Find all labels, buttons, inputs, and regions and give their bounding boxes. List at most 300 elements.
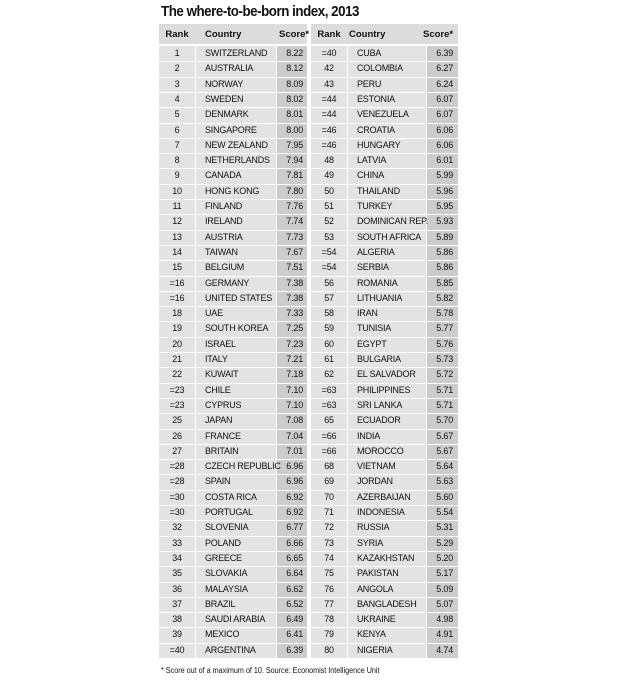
table-row <box>311 627 458 642</box>
country-cell: LITHUANIA <box>357 292 403 303</box>
country-cell: HONG KONG <box>205 185 260 196</box>
rank-cell: 60 <box>324 338 334 349</box>
table-row <box>311 276 458 291</box>
table-row <box>159 643 307 658</box>
rank-cell: 42 <box>324 63 334 74</box>
rank-cell: 38 <box>172 614 182 625</box>
table-row <box>159 352 307 367</box>
score-cell: 7.73 <box>286 231 303 242</box>
score-cell: 7.08 <box>286 415 303 426</box>
country-cell: UKRAINE <box>357 614 396 625</box>
table-row <box>159 77 307 92</box>
country-cell: THAILAND <box>357 185 400 196</box>
country-cell: SOUTH KOREA <box>205 323 269 334</box>
country-cell: KAZAKHSTAN <box>357 552 415 563</box>
country-cell: HUNGARY <box>357 139 401 150</box>
table-row <box>159 138 307 153</box>
rank-cell: 79 <box>324 629 334 640</box>
score-cell: 8.02 <box>286 93 303 104</box>
country-cell: EGYPT <box>357 338 387 349</box>
table-row <box>159 321 307 336</box>
country-cell: ARGENTINA <box>205 644 256 655</box>
rank-cell: =46 <box>321 124 337 135</box>
country-cell: AUSTRIA <box>205 231 243 242</box>
table-row <box>159 276 307 291</box>
table-row <box>311 367 458 382</box>
table-row <box>159 459 307 474</box>
country-cell: KENYA <box>357 629 386 640</box>
country-cell: BRITAIN <box>205 445 239 456</box>
table-row <box>159 306 307 321</box>
table-row <box>311 337 458 352</box>
table-row <box>159 520 307 535</box>
country-cell: SRI LANKA <box>357 399 403 410</box>
table-row <box>159 168 307 183</box>
table-row <box>159 199 307 214</box>
country-cell: ISRAEL <box>205 338 236 349</box>
country-cell: BANGLADESH <box>357 598 417 609</box>
country-cell: INDONESIA <box>357 507 405 517</box>
rank-cell: =16 <box>169 277 185 288</box>
table-row <box>159 413 307 428</box>
country-cell: CROATIA <box>357 124 395 135</box>
country-cell: CHILE <box>205 384 231 395</box>
rank-cell: =30 <box>169 507 185 517</box>
country-cell: PAKISTAN <box>357 568 399 579</box>
score-cell: 7.74 <box>286 216 303 227</box>
country-cell: ROMANIA <box>357 277 398 288</box>
score-cell: 5.54 <box>436 507 453 517</box>
header-rank-2: Rank <box>317 29 341 40</box>
table-row <box>159 214 307 229</box>
table-row <box>311 92 458 107</box>
rank-cell: 57 <box>324 292 334 303</box>
country-cell: BELGIUM <box>205 262 245 273</box>
score-cell: 7.51 <box>286 262 303 273</box>
country-cell: IRELAND <box>205 216 243 227</box>
rank-cell: 25 <box>172 415 182 426</box>
table-row <box>311 245 458 260</box>
table-row <box>159 627 307 642</box>
score-cell: 6.24 <box>436 78 453 89</box>
country-cell: GERMANY <box>205 277 250 288</box>
rank-cell: 21 <box>172 354 182 364</box>
score-cell: 6.62 <box>286 583 303 594</box>
rank-cell: =46 <box>321 139 337 150</box>
table-row <box>159 46 307 61</box>
score-cell: 7.76 <box>286 201 303 211</box>
table-row <box>311 383 458 398</box>
score-cell: 6.07 <box>436 93 453 104</box>
rank-cell: 80 <box>324 644 334 655</box>
score-cell: 7.33 <box>286 308 303 319</box>
country-cell: CUBA <box>357 48 382 58</box>
rank-cell: =30 <box>169 491 185 502</box>
rank-cell: =23 <box>169 399 185 410</box>
rank-cell: 35 <box>172 568 182 579</box>
score-cell: 6.77 <box>286 522 303 533</box>
table-row <box>311 107 458 122</box>
rank-cell: 37 <box>172 598 182 609</box>
table-row <box>159 444 307 459</box>
rank-cell: 19 <box>172 323 182 334</box>
table-row <box>311 551 458 566</box>
score-cell: 5.29 <box>436 537 453 548</box>
rank-cell: =40 <box>321 48 337 58</box>
table-row <box>311 459 458 474</box>
header-country: Country <box>205 29 242 40</box>
rank-cell: 49 <box>324 170 334 181</box>
country-cell: ALGERIA <box>357 246 395 257</box>
rank-cell: 71 <box>324 507 334 517</box>
rank-cell: 53 <box>324 231 334 242</box>
score-cell: 5.31 <box>436 522 453 533</box>
country-cell: AZERBAIJAN <box>357 491 411 502</box>
score-cell: 5.82 <box>436 292 453 303</box>
score-cell: 6.64 <box>286 568 303 579</box>
table-row <box>311 597 458 612</box>
score-cell: 6.96 <box>286 476 303 487</box>
country-cell: EL SALVADOR <box>357 369 416 380</box>
score-cell: 5.09 <box>436 583 453 594</box>
table-row <box>311 153 458 168</box>
country-cell: ANGOLA <box>357 583 394 594</box>
table-row <box>159 92 307 107</box>
rank-cell: 59 <box>324 323 334 334</box>
rank-cell: =44 <box>321 109 337 120</box>
score-cell: 8.01 <box>286 109 303 120</box>
score-cell: 7.18 <box>286 369 303 380</box>
score-cell: 5.72 <box>436 369 453 380</box>
score-cell: 6.49 <box>286 614 303 625</box>
country-cell: CHINA <box>357 170 385 181</box>
score-cell: 6.52 <box>286 598 303 609</box>
table-row <box>159 582 307 597</box>
country-cell: VENEZUELA <box>357 109 409 120</box>
rank-cell: 70 <box>324 491 334 502</box>
country-cell: IRAN <box>357 308 378 319</box>
country-cell: NIGERIA <box>357 644 393 655</box>
table-row <box>311 184 458 199</box>
rank-cell: 68 <box>324 461 334 472</box>
score-cell: 6.41 <box>286 629 303 640</box>
country-cell: KUWAIT <box>205 369 239 380</box>
score-cell: 7.95 <box>286 139 303 150</box>
score-cell: 7.23 <box>286 338 303 349</box>
country-cell: SOUTH AFRICA <box>357 231 422 242</box>
footnote: * Score out of a maximum of 10. Source: Economist Intelligence Unit <box>161 666 380 675</box>
rank-cell: 1 <box>174 48 180 58</box>
rank-cell: 15 <box>172 262 182 273</box>
table-row <box>311 490 458 505</box>
rank-cell: =54 <box>321 262 337 273</box>
score-cell: 7.21 <box>286 354 303 364</box>
rank-cell: 11 <box>172 201 182 211</box>
score-cell: 7.38 <box>286 277 303 288</box>
table-row <box>159 153 307 168</box>
header-score: Score* <box>279 29 310 40</box>
rank-cell: 56 <box>324 277 334 288</box>
score-cell: 4.98 <box>436 614 453 625</box>
table-row <box>311 398 458 413</box>
rank-cell: 77 <box>324 598 334 609</box>
country-cell: ECUADOR <box>357 415 401 426</box>
rank-cell: 73 <box>324 537 334 548</box>
score-cell: 7.67 <box>286 246 303 257</box>
country-cell: CZECH REPUBLIC <box>205 461 281 472</box>
table-row <box>159 367 307 382</box>
rank-cell: 13 <box>172 231 182 242</box>
header-country-2: Country <box>349 29 386 40</box>
rank-cell: 2 <box>174 63 180 74</box>
country-cell: SLOVENIA <box>205 522 249 533</box>
score-cell: 6.39 <box>286 644 303 655</box>
score-cell: 5.71 <box>436 399 453 410</box>
rank-cell: 43 <box>324 78 334 89</box>
index-table-panel <box>159 0 458 680</box>
header-right <box>311 24 458 44</box>
table-row <box>311 230 458 245</box>
country-cell: TUNISIA <box>357 323 392 334</box>
score-cell: 5.07 <box>436 598 453 609</box>
table-row <box>159 61 307 76</box>
score-cell: 7.04 <box>286 430 303 441</box>
country-cell: BULGARIA <box>357 354 401 364</box>
table-row <box>311 260 458 275</box>
rank-cell: =40 <box>169 644 185 655</box>
rank-cell: 5 <box>174 109 180 120</box>
table-row <box>159 107 307 122</box>
rank-cell: =44 <box>321 93 337 104</box>
score-cell: 5.60 <box>436 491 453 502</box>
country-cell: NORWAY <box>205 78 244 89</box>
score-cell: 6.65 <box>286 552 303 563</box>
table-row <box>311 505 458 520</box>
country-cell: TAIWAN <box>205 246 238 257</box>
table-row <box>311 612 458 627</box>
country-cell: SWITZERLAND <box>205 48 268 58</box>
country-cell: BRAZIL <box>205 598 236 609</box>
country-cell: NEW ZEALAND <box>205 139 268 150</box>
country-cell: NETHERLANDS <box>205 155 270 166</box>
country-cell: PHILIPPINES <box>357 384 411 395</box>
country-cell: SWEDEN <box>205 93 244 104</box>
country-cell: UNITED STATES <box>205 292 273 303</box>
table-row <box>159 536 307 551</box>
country-cell: GREECE <box>205 552 242 563</box>
score-cell: 5.67 <box>436 430 453 441</box>
table-row <box>159 184 307 199</box>
table-row <box>311 352 458 367</box>
table-row <box>311 413 458 428</box>
country-cell: DOMINICAN REP. <box>357 216 429 227</box>
table-row <box>159 291 307 306</box>
table-row <box>311 291 458 306</box>
rank-cell: 65 <box>324 415 334 426</box>
table-row <box>159 337 307 352</box>
rank-cell: =28 <box>169 476 185 487</box>
score-cell: 6.06 <box>436 124 453 135</box>
table-row <box>311 520 458 535</box>
country-cell: ITALY <box>205 354 228 364</box>
rank-cell: 9 <box>174 170 180 181</box>
rank-cell: =16 <box>169 292 185 303</box>
score-cell: 5.71 <box>436 384 453 395</box>
country-cell: COLOMBIA <box>357 63 403 74</box>
score-cell: 5.99 <box>436 170 453 181</box>
country-cell: DENMARK <box>205 109 249 120</box>
table-row <box>311 474 458 489</box>
score-cell: 8.12 <box>286 63 303 74</box>
country-cell: MALAYSIA <box>205 583 248 594</box>
table-row <box>311 77 458 92</box>
table-row <box>311 168 458 183</box>
score-cell: 5.67 <box>436 445 453 456</box>
rank-cell: 58 <box>324 308 334 319</box>
score-cell: 5.77 <box>436 323 453 334</box>
table-row <box>159 429 307 444</box>
score-cell: 5.17 <box>436 568 453 579</box>
score-cell: 6.92 <box>286 491 303 502</box>
rank-cell: 76 <box>324 583 334 594</box>
country-cell: SINGAPORE <box>205 124 257 135</box>
rank-cell: 26 <box>172 430 182 441</box>
score-cell: 8.22 <box>286 48 303 58</box>
table-row <box>159 123 307 138</box>
score-cell: 6.01 <box>436 155 453 166</box>
score-cell: 5.70 <box>436 415 453 426</box>
rank-cell: 7 <box>174 139 180 150</box>
score-cell: 6.96 <box>286 461 303 472</box>
rank-cell: 61 <box>324 354 334 364</box>
rank-cell: 78 <box>324 614 334 625</box>
table-row <box>311 61 458 76</box>
rank-cell: =28 <box>169 461 185 472</box>
rank-cell: =66 <box>321 445 337 456</box>
country-cell: AUSTRALIA <box>205 63 254 74</box>
country-cell: SERBIA <box>357 262 389 273</box>
rank-cell: 27 <box>172 445 182 456</box>
score-cell: 5.64 <box>436 461 453 472</box>
rank-cell: 69 <box>324 476 334 487</box>
country-cell: PORTUGAL <box>205 507 253 517</box>
country-cell: CANADA <box>205 170 242 181</box>
country-cell: FRANCE <box>205 430 241 441</box>
rank-cell: 52 <box>324 216 334 227</box>
country-cell: ESTONIA <box>357 93 395 104</box>
rank-cell: 10 <box>172 185 182 196</box>
table-row <box>311 306 458 321</box>
rank-cell: 51 <box>324 201 334 211</box>
country-cell: MOROCCO <box>357 445 404 456</box>
header-left <box>159 24 310 44</box>
rank-cell: 39 <box>172 629 182 640</box>
score-cell: 5.86 <box>436 262 453 273</box>
score-cell: 7.25 <box>286 323 303 334</box>
table-row <box>311 321 458 336</box>
score-cell: 5.78 <box>436 308 453 319</box>
score-cell: 7.01 <box>286 445 303 456</box>
score-cell: 7.80 <box>286 185 303 196</box>
country-cell: MEXICO <box>205 629 240 640</box>
score-cell: 5.93 <box>436 216 453 227</box>
score-cell: 7.94 <box>286 155 303 166</box>
rank-cell: =63 <box>321 399 337 410</box>
table-row <box>311 138 458 153</box>
table-row <box>311 199 458 214</box>
table-row <box>311 582 458 597</box>
country-cell: JAPAN <box>205 415 233 426</box>
country-cell: CYPRUS <box>205 399 242 410</box>
table-row <box>159 612 307 627</box>
rank-cell: 14 <box>172 246 182 257</box>
country-cell: INDIA <box>357 430 381 441</box>
score-cell: 8.09 <box>286 78 303 89</box>
score-cell: 7.81 <box>286 170 303 181</box>
score-cell: 5.96 <box>436 185 453 196</box>
country-cell: VIETNAM <box>357 461 396 472</box>
table-row <box>159 383 307 398</box>
rank-cell: 8 <box>174 155 180 166</box>
score-cell: 8.00 <box>286 124 303 135</box>
table-row <box>311 46 458 61</box>
chart-title: The where-to-be-born index, 2013 <box>161 4 360 20</box>
score-cell: 5.63 <box>436 476 453 487</box>
table-row <box>311 429 458 444</box>
country-cell: RUSSIA <box>357 522 390 533</box>
country-cell: SPAIN <box>205 476 231 487</box>
rank-cell: 18 <box>172 308 182 319</box>
rank-cell: =23 <box>169 384 185 395</box>
score-cell: 5.86 <box>436 246 453 257</box>
table-row <box>159 230 307 245</box>
rank-cell: 20 <box>172 338 182 349</box>
score-cell: 6.66 <box>286 537 303 548</box>
table-row <box>159 398 307 413</box>
country-cell: FINLAND <box>205 201 243 211</box>
table-row <box>159 597 307 612</box>
rank-cell: 34 <box>172 552 182 563</box>
table-row <box>159 260 307 275</box>
score-cell: 7.38 <box>286 292 303 303</box>
country-cell: COSTA RICA <box>205 491 257 502</box>
table-row <box>311 444 458 459</box>
rank-cell: 75 <box>324 568 334 579</box>
rank-cell: 48 <box>324 155 334 166</box>
score-cell: 5.89 <box>436 231 453 242</box>
rank-cell: =66 <box>321 430 337 441</box>
rank-cell: 33 <box>172 537 182 548</box>
score-cell: 5.76 <box>436 338 453 349</box>
country-cell: TURKEY <box>357 201 393 211</box>
table-row <box>159 551 307 566</box>
score-cell: 6.39 <box>436 48 453 58</box>
score-cell: 4.74 <box>436 644 453 655</box>
country-cell: UAE <box>205 308 223 319</box>
rank-cell: 22 <box>172 369 182 380</box>
country-cell: JORDAN <box>357 476 393 487</box>
table-row <box>311 566 458 581</box>
header-rank: Rank <box>165 29 189 40</box>
score-cell: 7.10 <box>286 399 303 410</box>
table-row <box>311 123 458 138</box>
score-cell: 6.07 <box>436 109 453 120</box>
country-cell: POLAND <box>205 537 241 548</box>
country-cell: SLOVAKIA <box>205 568 248 579</box>
score-cell: 6.27 <box>436 63 453 74</box>
rank-cell: 3 <box>174 78 180 89</box>
score-cell: 5.95 <box>436 201 453 211</box>
